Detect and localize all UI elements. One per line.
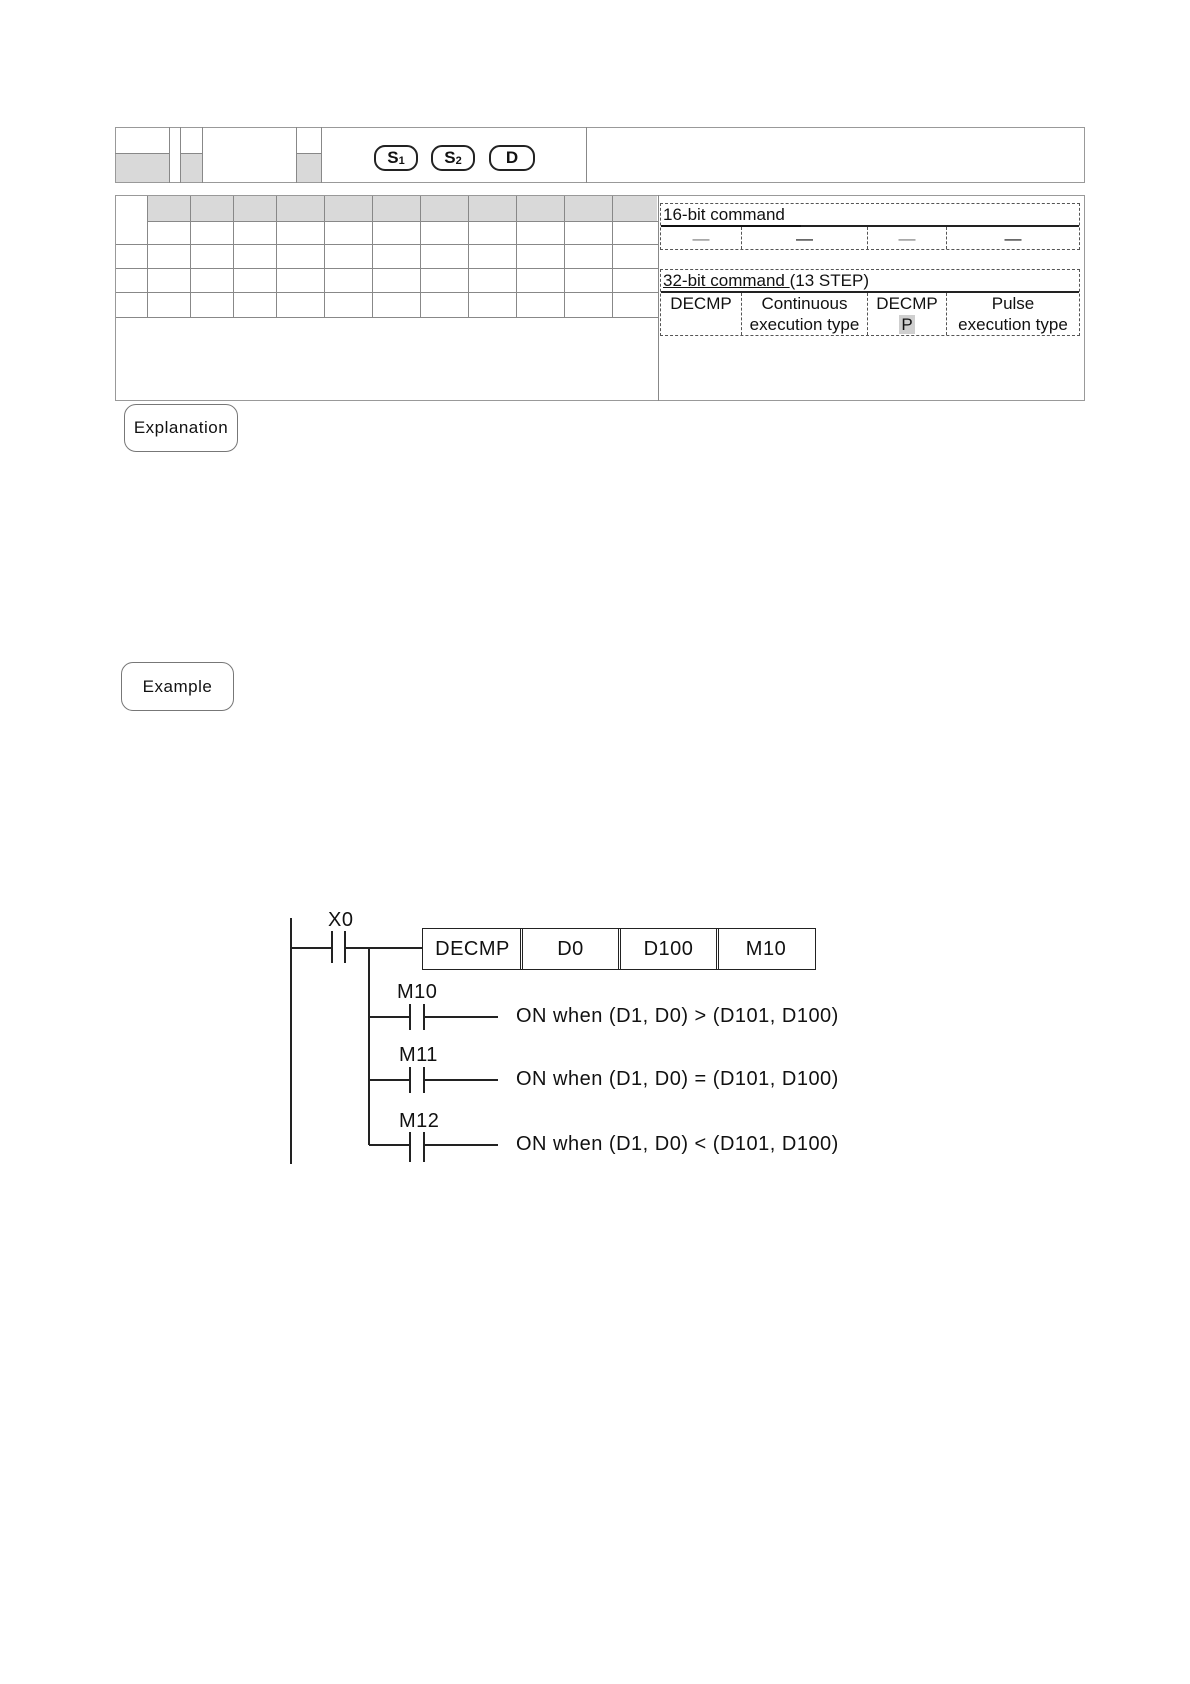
operand-d-badge: D — [489, 145, 535, 171]
cmd-16bit-title: 16-bit command — [663, 205, 785, 224]
device-table-header-bit — [147, 196, 276, 221]
contact-m12 — [409, 1132, 411, 1162]
example-badge: Example — [121, 662, 234, 711]
contact-x0-label: X0 — [328, 909, 354, 931]
cmd-16bit-cell-4: — — [1004, 229, 1022, 248]
contact-m11-label: M11 — [399, 1044, 438, 1066]
cmd-16bit-cell-3: — — [898, 229, 916, 248]
cmd-32bit-col2: Continuous execution type — [749, 294, 860, 334]
rung-m11-text: ON when (D1, D0) = (D101, D100) — [516, 1068, 839, 1090]
cmd-32bit-col3: DECMP P — [876, 294, 938, 334]
instruction-box-s1: D0 — [520, 928, 621, 970]
rung-m10-text: ON when (D1, D0) > (D101, D100) — [516, 1005, 839, 1027]
instruction-box-s2: D100 — [618, 928, 719, 970]
cmd-32bit-title: 32-bit command (13 STEP) — [663, 271, 869, 290]
cmd-32bit-col1: DECMP — [670, 294, 732, 313]
rung-m12-text: ON when (D1, D0) < (D101, D100) — [516, 1133, 839, 1155]
cmd-16bit-cell-2: — — [796, 229, 813, 248]
contact-m11 — [409, 1067, 411, 1093]
instruction-box-d: M10 — [716, 928, 816, 970]
operand-s2-badge: S $_2$ — [431, 145, 475, 171]
contact-x0 — [331, 931, 333, 963]
header-bar — [115, 127, 1085, 183]
header-cell-flag2-shade — [297, 154, 321, 182]
cmd-32bit-col4: Pulse execution type — [958, 294, 1068, 334]
operand-s1-badge: S $_1$ — [374, 145, 418, 171]
cmd-16bit-cell-1: — — [692, 229, 710, 248]
contact-m10 — [409, 1004, 411, 1030]
ladder-left-rail — [290, 918, 292, 1164]
device-table-header-word — [277, 196, 657, 221]
header-cell-flag1-shade — [181, 154, 202, 182]
header-cell-api-shade — [116, 154, 169, 182]
branch-line — [368, 947, 370, 1145]
contact-m12-label: M12 — [399, 1110, 440, 1132]
explanation-badge: Explanation — [124, 404, 238, 452]
instruction-box-opcode: DECMP — [422, 928, 523, 970]
contact-m10-label: M10 — [397, 981, 438, 1003]
